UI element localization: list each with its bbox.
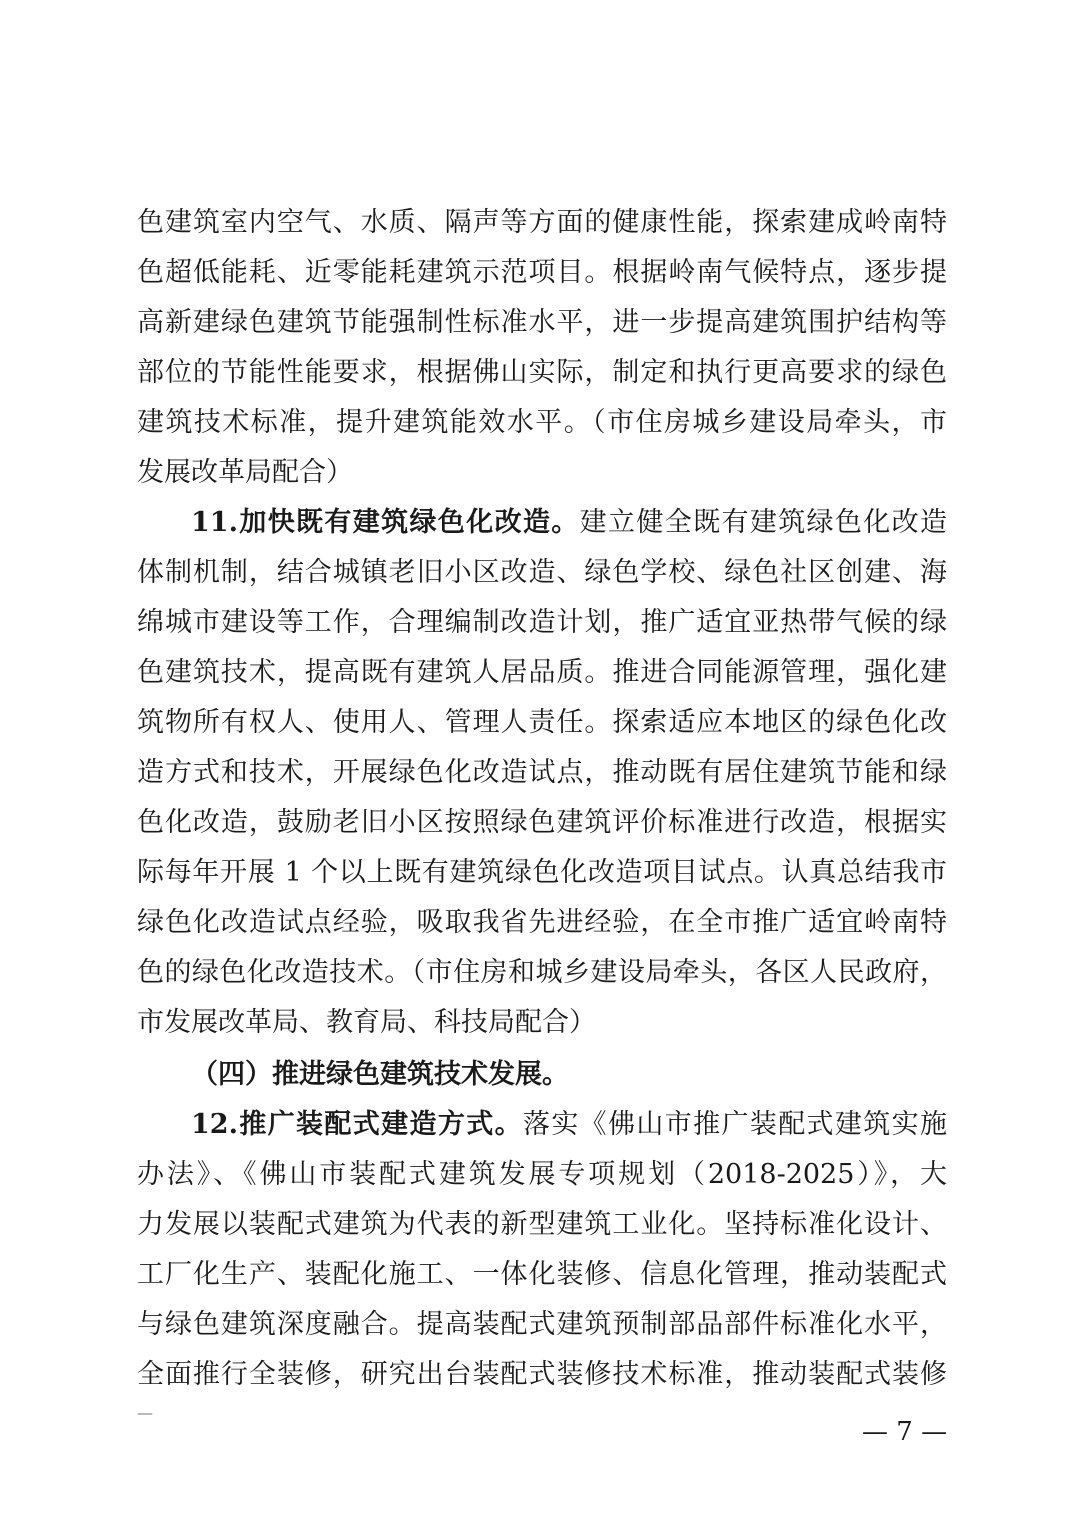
paragraph-line: 办法》、《佛山市装配式建筑发展专项规划（2018-2025）》，大 [137, 1159, 947, 1190]
page-number: — 7 — [862, 1417, 948, 1447]
paragraph-line: 色化改造，鼓励老旧小区按照绿色建筑评价标准进行改造，根据实 [137, 807, 947, 838]
paragraph-line: 绵城市建设等工作，合理编制改造计划，推广适宜亚热带气候的绿 [137, 607, 947, 638]
paragraph-line: 际每年开展 1 个以上既有建筑绿色化改造项目试点。认真总结我市 [137, 857, 947, 888]
paragraph-line: 绿色化改造试点经验，吸取我省先进经验，在全市推广适宜岭南特 [137, 907, 947, 938]
section-heading: （四）推进绿色建筑技术发展。 [191, 1059, 569, 1090]
paragraph-line: 色的绿色化改造技术。（市住房和城乡建设局牵头，各区人民政府， [137, 957, 947, 988]
paragraph-line: 与绿色建筑深度融合。提高装配式建筑预制部品部件标准化水平， [137, 1309, 947, 1340]
paragraph-line: 部位的节能性能要求，根据佛山实际，制定和执行更高要求的绿色 [137, 357, 947, 388]
paragraph-line: 高新建绿色建筑节能强制性标准水平，进一步提高建筑围护结构等 [137, 307, 947, 338]
paragraph-line: 发展改革局配合） [137, 457, 353, 488]
paragraph-line: 市发展改革局、教育局、科技局配合） [137, 1007, 596, 1038]
item-11-first-line-text: 建立健全既有建筑绿色化改造 [579, 507, 947, 538]
paragraph-line: 色建筑室内空气、水质、隔声等方面的健康性能，探索建成岭南特 [137, 207, 947, 238]
item-11-heading: 11.加快既有建筑绿色化改造。 [191, 507, 580, 538]
paragraph-line: 力发展以装配式建筑为代表的新型建筑工业化。坚持标准化设计、 [137, 1209, 947, 1240]
item-11-first-line [191, 498, 947, 548]
paragraph-line: 造方式和技术，开展绿色化改造试点，推动既有居住建筑节能和绿 [137, 757, 947, 788]
item-12-first-line [191, 1100, 947, 1150]
paragraph-line: 体制机制，结合城镇老旧小区改造、绿色学校、绿色社区创建、海 [137, 557, 947, 588]
paragraph-line: 色超低能耗、近零能耗建筑示范项目。根据岭南气候特点，逐步提 [137, 257, 947, 288]
item-12-first-line-text: 落实《佛山市推广装配式建筑实施 [522, 1109, 948, 1140]
paragraph-line: 建筑技术标准，提升建筑能效水平。（市住房城乡建设局牵头，市 [137, 407, 947, 438]
paragraph-line: 色建筑技术，提高既有建筑人居品质。推进合同能源管理，强化建 [137, 657, 947, 688]
paragraph-line: 全面推行全装修，研究出台装配式装修技术标准，推动装配式装修 [137, 1359, 947, 1390]
paragraph-line: 筑物所有权人、使用人、管理人责任。探索适应本地区的绿色化改 [137, 707, 947, 738]
item-12-heading: 12.推广装配式建造方式。 [191, 1109, 523, 1140]
footer-left-dash: — [137, 1403, 153, 1422]
paragraph-line: 工厂化生产、装配化施工、一体化装修、信息化管理，推动装配式 [137, 1259, 947, 1290]
